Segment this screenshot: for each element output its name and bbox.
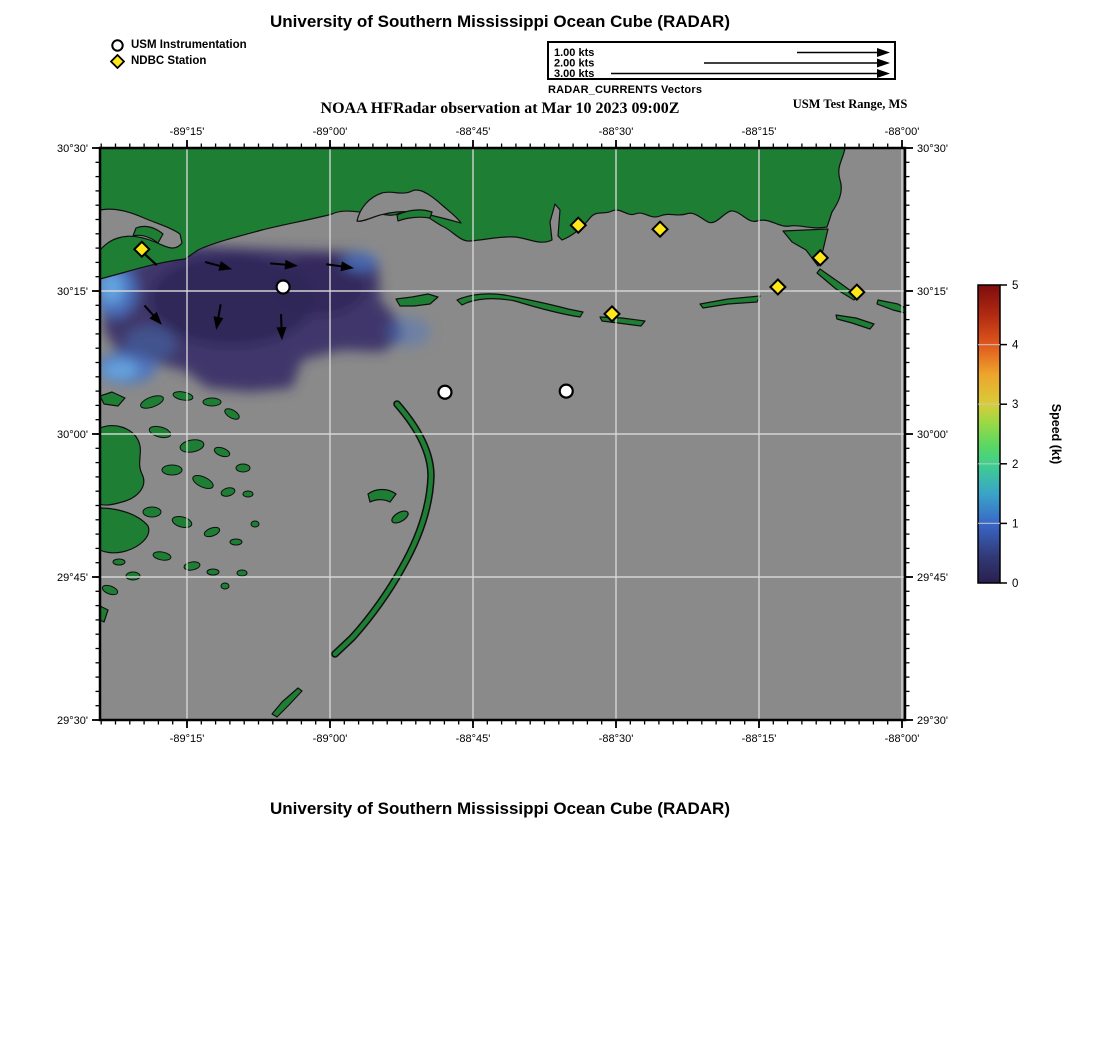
usm-instrument-marker: [560, 385, 573, 398]
legend-label-ndbc: NDBC Station: [131, 55, 207, 67]
svg-text:-88°00': -88°00': [884, 733, 920, 745]
svg-text:2: 2: [1012, 458, 1019, 471]
page-title: University of Southern Mississippi Ocean Cube (RADAR): [269, 12, 730, 31]
svg-text:30°15': 30°15': [57, 286, 88, 298]
svg-text:-89°15': -89°15': [169, 733, 205, 745]
svg-text:-88°45': -88°45': [455, 126, 491, 138]
svg-text:-89°00': -89°00': [312, 733, 348, 745]
svg-text:30°00': 30°00': [917, 429, 948, 441]
svg-text:3: 3: [1012, 399, 1019, 412]
svg-text:-88°30': -88°30': [598, 126, 634, 138]
scale-row-2: 2.00 kts: [554, 57, 595, 70]
svg-text:-88°30': -88°30': [598, 733, 634, 745]
svg-text:30°30': 30°30': [57, 143, 88, 155]
svg-text:30°00': 30°00': [57, 429, 88, 441]
svg-text:0: 0: [1012, 578, 1019, 590]
legend-label-usm: USM Instrumentation: [131, 39, 247, 51]
scale-row-3: 3.00 kts: [554, 68, 595, 78]
svg-text:30°15': 30°15': [917, 286, 948, 298]
usm-instrument-marker: [438, 386, 451, 399]
svg-text:-88°15': -88°15': [741, 733, 777, 745]
svg-text:29°45': 29°45': [917, 572, 948, 584]
svg-text:-88°00': -88°00': [884, 126, 920, 138]
svg-text:30°30': 30°30': [917, 143, 948, 155]
usm-instrument-marker: [277, 280, 290, 293]
svg-text:29°45': 29°45': [57, 572, 88, 584]
vectors-caption: RADAR_CURRENTS Vectors: [548, 84, 703, 96]
svg-text:-89°00': -89°00': [312, 126, 348, 138]
svg-text:5: 5: [1012, 280, 1019, 292]
svg-text:29°30': 29°30': [57, 715, 88, 727]
colorbar-gradient: [978, 285, 1000, 583]
svg-text:1: 1: [1012, 518, 1019, 531]
colorbar: [978, 280, 1063, 590]
scale-row-1: 1.00 kts: [554, 47, 595, 59]
svg-text:4: 4: [1012, 339, 1019, 352]
svg-text:-88°15': -88°15': [741, 126, 777, 138]
svg-text:29°30': 29°30': [917, 715, 948, 727]
observation-title: NOAA HFRadar observation at Mar 10 2023 09:00Z: [320, 100, 680, 117]
bottom-title: University of Southern Mississippi Ocean Cube (RADAR): [269, 799, 730, 818]
svg-text:-89°15': -89°15': [169, 126, 205, 138]
range-label: USM Test Range, MS: [792, 97, 908, 111]
svg-text:-88°45': -88°45': [455, 733, 491, 745]
colorbar-label: Speed (kt): [1049, 403, 1063, 465]
